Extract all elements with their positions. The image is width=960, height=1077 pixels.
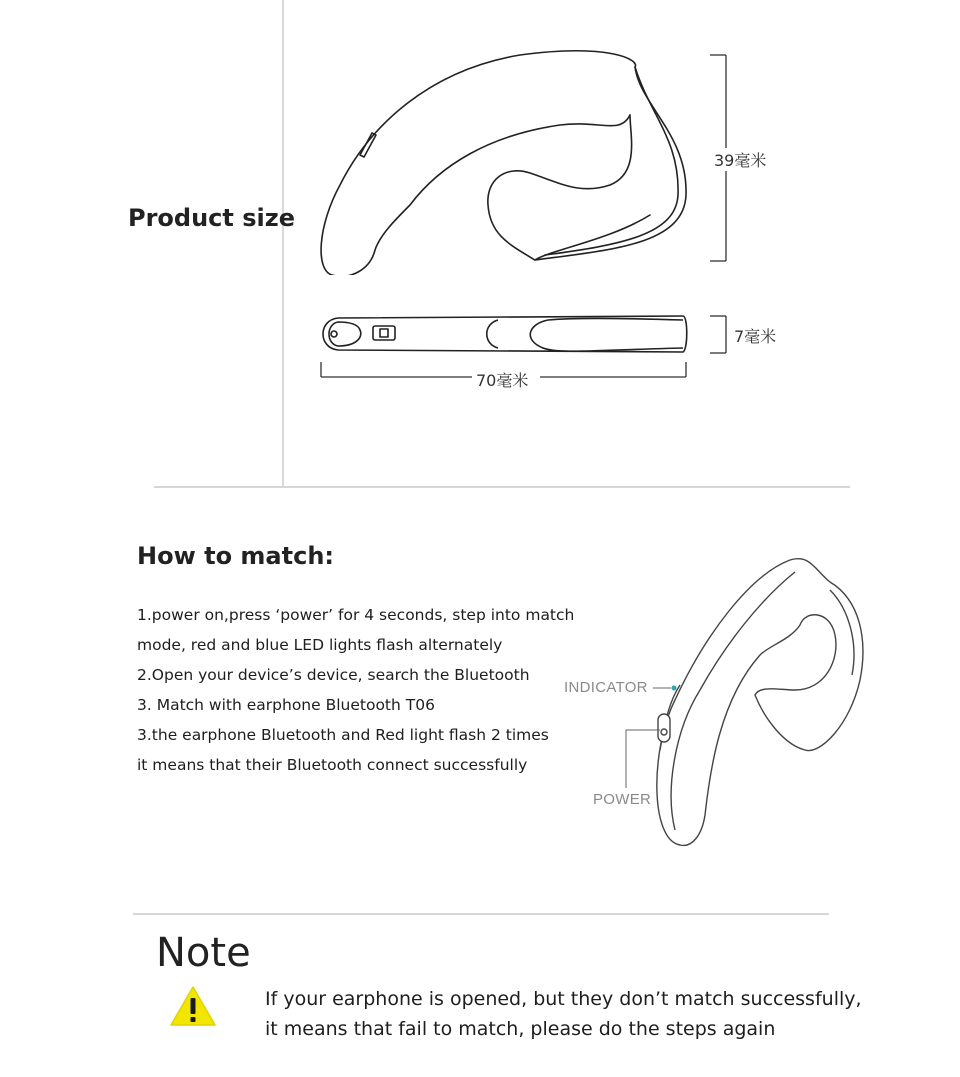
warning-icon [169, 985, 217, 1027]
note-line: If your earphone is opened, but they don’t match successfully, [265, 988, 862, 1010]
note-line: it means that fail to match, please do the steps again [265, 1018, 776, 1040]
section-divider-2 [133, 913, 829, 915]
thickness-dimension-label: 7毫米 [734, 327, 777, 346]
height-dimension-label: 39毫米 [714, 148, 766, 171]
step-line: it means that their Bluetooth connect successfully [137, 756, 528, 774]
match-steps-list [137, 600, 587, 780]
vertical-divider [282, 0, 284, 486]
thickness-dimension-bracket [708, 315, 730, 355]
section-divider-1 [154, 486, 850, 488]
note-title: Note [156, 930, 251, 976]
length-dimension-label: 70毫米 [476, 371, 529, 390]
step-line: 2.Open your device’s device, search the Bluetooth [137, 666, 530, 684]
product-size-title: Product size [128, 204, 295, 232]
indicator-callout-label: INDICATOR [564, 679, 648, 696]
power-callout-label: POWER [593, 791, 652, 808]
step-line: 1.power on,press ‘power’ for 4 seconds, step into match [137, 606, 575, 624]
earphone-side-view-drawing [310, 45, 710, 275]
earphone-top-view-drawing [318, 310, 690, 360]
step-line: mode, red and blue LED lights flash alternately [137, 636, 503, 654]
note-message [265, 984, 862, 1044]
step-line: 3. Match with earphone Bluetooth T06 [137, 696, 435, 714]
how-to-match-title: How to match: [137, 542, 335, 570]
step-line: 3.the earphone Bluetooth and Red light flash 2 times [137, 726, 549, 744]
earphone-front-view-drawing [620, 550, 880, 860]
